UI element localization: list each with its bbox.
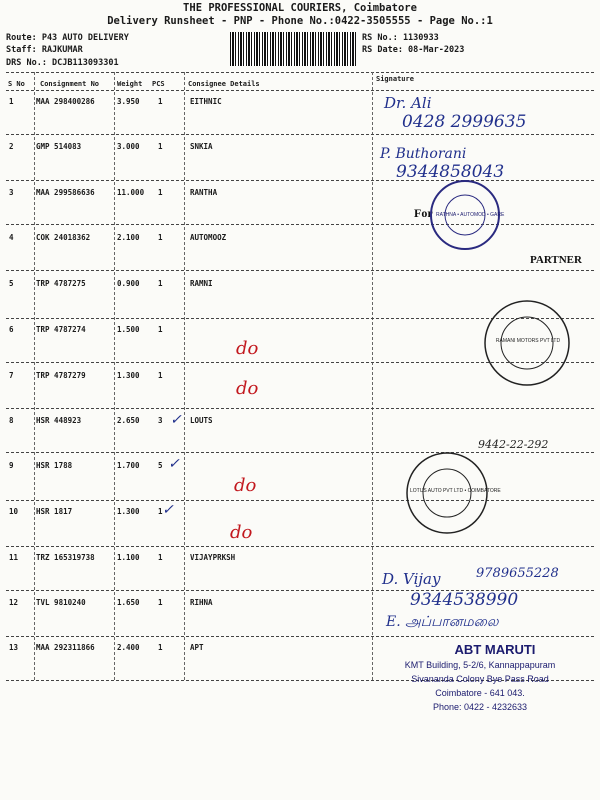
row-consignee: RIHNA (190, 598, 213, 607)
company-title: THE PROFESSIONAL COURIERS, Coimbatore (183, 2, 417, 14)
signature-2-phone: 9344858043 (396, 162, 505, 182)
check-icon: ✓ (168, 456, 180, 472)
row-weight: 1.100 (117, 553, 140, 562)
row-pcs: 1 (158, 553, 163, 562)
row-consignee: VIJAYPRKSH (190, 553, 236, 562)
stamp-for-label: For (414, 206, 433, 220)
row-pcs: 1 (158, 643, 163, 652)
row-consignment: HSR 1817 (36, 507, 73, 516)
rs-date: RS Date: 08-Mar-2023 (362, 45, 465, 55)
row-weight: 1.650 (117, 598, 140, 607)
row-consignment: COK 24018362 (36, 233, 91, 242)
row-consignment: GMP 514083 (36, 142, 82, 151)
row-sno: 13 (9, 643, 19, 652)
row-consignee: APT (190, 643, 204, 652)
row-consignment: MAA 299586636 (36, 188, 95, 197)
row-sno: 6 (9, 325, 14, 334)
row-pcs: 1 (158, 507, 163, 516)
route-label: Route: P43 AUTO DELIVERY (6, 33, 129, 43)
row-divider (6, 224, 594, 225)
check-icon: ✓ (170, 412, 182, 428)
row-consignee: RAMNI (190, 279, 213, 288)
abt-stamp-line3: Coimbatore - 641 043. (435, 688, 525, 698)
row-pcs: 1 (158, 325, 163, 334)
row-weight: 1.300 (117, 371, 140, 380)
row-divider (6, 180, 594, 181)
drs-number: DRS No.: DCJB113093301 (6, 58, 119, 68)
rs-number: RS No.: 1130933 (362, 33, 439, 43)
row-consignment: MAA 298400286 (36, 97, 95, 106)
ditto-mark: do (230, 522, 253, 543)
row-divider (6, 134, 594, 135)
row-pcs: 5 (158, 461, 163, 470)
abt-stamp-line4: Phone: 0422 - 4232633 (432, 702, 528, 712)
row-sno: 9 (9, 461, 14, 470)
header-row-divider (6, 90, 594, 91)
row-pcs: 1 (158, 97, 163, 106)
row-pcs: 1 (158, 233, 163, 242)
row-divider (6, 636, 594, 637)
row-pcs: 1 (158, 371, 163, 380)
row-sno: 1 (9, 97, 14, 106)
row-weight: 1.500 (117, 325, 140, 334)
row-divider (6, 500, 594, 501)
row-consignee: AUTOMOOZ (190, 233, 227, 242)
row-consignee: SNKIA (190, 142, 213, 151)
col-weight: Weight (117, 80, 143, 88)
col-consignee: Consignee Details (188, 80, 260, 88)
row-divider (6, 408, 594, 409)
signature-1-name: Dr. Ali (384, 94, 432, 112)
row-consignment: TRP 4787274 (36, 325, 86, 334)
row-weight: 0.900 (117, 279, 140, 288)
row-divider (6, 452, 594, 453)
row-consignment: TRP 4787279 (36, 371, 86, 380)
row-sno: 12 (9, 598, 19, 607)
row-consignment: MAA 292311866 (36, 643, 95, 652)
header-divider (6, 72, 594, 73)
row-consignee: LOUTS (190, 416, 213, 425)
row-consignment: TVL 9810240 (36, 598, 86, 607)
row-consignment: TRP 4787275 (36, 279, 86, 288)
row-consignee: EITHNIC (190, 97, 222, 106)
row-consignment: HSR 448923 (36, 416, 82, 425)
stamp-partner: PARTNER (530, 254, 582, 266)
row-divider (6, 546, 594, 547)
signature-8-phone: 9442-22-292 (478, 438, 549, 451)
row-sno: 8 (9, 416, 14, 425)
row-weight: 1.700 (117, 461, 140, 470)
ditto-mark: do (236, 378, 259, 399)
column-divider (114, 72, 115, 680)
signature-11-name: D. Vijay (382, 570, 441, 588)
row-sno: 5 (9, 279, 14, 288)
row-sno: 3 (9, 188, 14, 197)
ditto-mark: do (236, 338, 259, 359)
col-pcs: PCS (152, 80, 165, 88)
row-sno: 11 (9, 553, 19, 562)
rathna-seal-text: RATHNA • AUTOMOD • GARE (436, 212, 505, 218)
row-weight: 2.400 (117, 643, 140, 652)
row-sno: 10 (9, 507, 19, 516)
signature-12-phone: 9344538990 (410, 590, 519, 610)
row-divider (6, 270, 594, 271)
col-sno: S No (8, 80, 25, 88)
abt-stamp-line2: Sivananda Colony Bye Pass Road (411, 674, 549, 684)
row-pcs: 1 (158, 279, 163, 288)
abt-stamp-line1: KMT Building, 5-2/6, Kannappapuram (404, 660, 556, 670)
row-consignment: TRZ 165319738 (36, 553, 95, 562)
row-sno: 4 (9, 233, 14, 242)
barcode (230, 32, 356, 66)
col-signature: Signature (376, 75, 414, 83)
row-sno: 7 (9, 371, 14, 380)
column-divider (184, 72, 185, 680)
signature-13-name: E. அப்பானமலை (386, 614, 499, 630)
check-icon: ✓ (162, 502, 174, 518)
row-pcs: 1 (158, 188, 163, 197)
signature-1-phone: 0428 2999635 (402, 112, 527, 132)
abt-stamp-title: ABT MARUTI (454, 642, 536, 657)
row-weight: 1.300 (117, 507, 140, 516)
signature-11-phone: 9789655228 (476, 566, 559, 581)
row-weight: 2.100 (117, 233, 140, 242)
signature-2-name: P. Buthorani (380, 146, 467, 162)
col-consignment: Consignment No (40, 80, 100, 88)
row-pcs: 3 (158, 416, 163, 425)
row-consignee: RANTHA (190, 188, 218, 197)
row-weight: 2.650 (117, 416, 140, 425)
lotus-seal-text: LOTUS AUTO PVT LTD • COIMBATORE (410, 488, 501, 494)
row-sno: 2 (9, 142, 14, 151)
row-pcs: 1 (158, 142, 163, 151)
row-pcs: 1 (158, 598, 163, 607)
row-weight: 3.950 (117, 97, 140, 106)
column-divider (372, 72, 373, 680)
runsheet-subtitle: Delivery Runsheet - PNP - Phone No.:0422-3505555 - Page No.:1 (107, 15, 493, 27)
row-weight: 3.000 (117, 142, 140, 151)
staff-label: Staff: RAJKUMAR (6, 45, 83, 55)
row-weight: 11.000 (117, 188, 145, 197)
ditto-mark: do (234, 475, 257, 496)
row-consignment: HSR 1788 (36, 461, 73, 470)
ramani-seal-text: RAMANI MOTORS PVT LTD (495, 338, 561, 344)
column-divider (34, 72, 35, 680)
